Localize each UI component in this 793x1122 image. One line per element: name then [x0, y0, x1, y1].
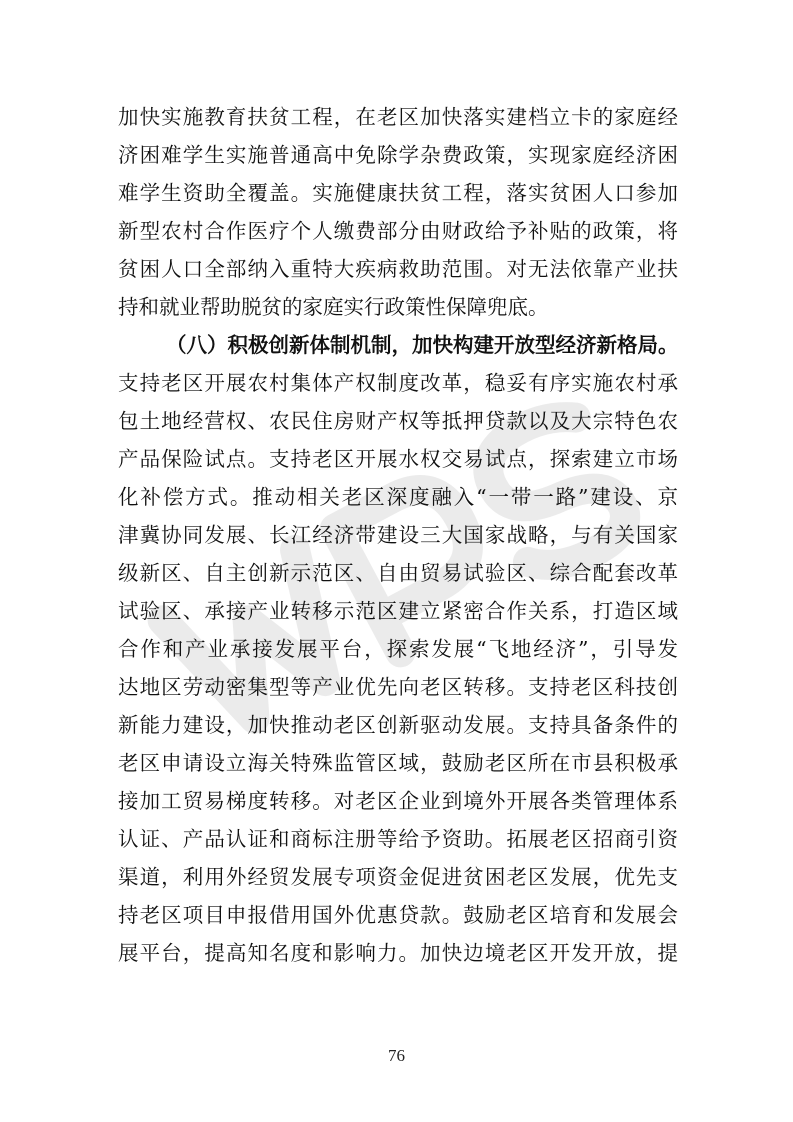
body-text [118, 98, 678, 972]
text-line: 新能力建设，加快推动老区创新驱动发展。支持具备条件的 [118, 713, 678, 737]
text-line: 接加工贸易梯度转移。对老区企业到境外开展各类管理体系 [118, 789, 678, 813]
section-heading: （八）积极创新体制机制，加快构建开放型经济新格局。 [166, 333, 679, 357]
text-line: 认证、产品认证和商标注册等给予资助。拓展老区招商引资 [118, 827, 678, 851]
text-line: 老区申请设立海关特殊监管区域，鼓励老区所在市县积极承 [118, 751, 678, 775]
text-line: 试验区、承接产业转移示范区建立紧密合作关系，打造区域 [118, 599, 678, 623]
text-line: 津冀协同发展、长江经济带建设三大国家战略，与有关国家 [118, 523, 678, 547]
text-line: 难学生资助全覆盖。实施健康扶贫工程，落实贫困人口参加 [118, 181, 678, 205]
text-line: 化补偿方式。推动相关老区深度融入“一带一路”建设、京 [118, 485, 678, 509]
text-line: 贫困人口全部纳入重特大疾病救助范围。对无法依靠产业扶 [118, 257, 678, 281]
text-line: 持老区项目申报借用国外优惠贷款。鼓励老区培育和发展会 [118, 903, 678, 927]
page-number: 76 [388, 1046, 405, 1065]
text-line: 新型农村合作医疗个人缴费部分由财政给予补贴的政策，将 [118, 219, 678, 243]
text-line: 渠道，利用外经贸发展专项资金促进贫困老区发展，优先支 [118, 865, 678, 889]
text-line: 达地区劳动密集型等产业优先向老区转移。支持老区科技创 [118, 675, 678, 699]
text-line: 支持老区开展农村集体产权制度改革，稳妥有序实施农村承 [118, 371, 678, 395]
text-line: 级新区、自主创新示范区、自由贸易试验区、综合配套改革 [118, 561, 678, 585]
text-line: 合作和产业承接发展平台，探索发展“飞地经济”，引导发 [118, 637, 678, 661]
text-line: 济困难学生实施普通高中免除学杂费政策，实现家庭经济困 [118, 143, 678, 167]
text-line: 展平台，提高知名度和影响力。加快边境老区开发开放，提 [118, 941, 678, 965]
text-line: 包土地经营权、农民住房财产权等抵押贷款以及大宗特色农 [118, 409, 678, 433]
text-line: 加快实施教育扶贫工程，在老区加快落实建档立卡的家庭经 [118, 105, 678, 129]
text-line: 持和就业帮助脱贫的家庭实行政策性保障兜底。 [118, 295, 549, 319]
text-line: 产品保险试点。支持老区开展水权交易试点，探索建立市场 [118, 447, 678, 471]
